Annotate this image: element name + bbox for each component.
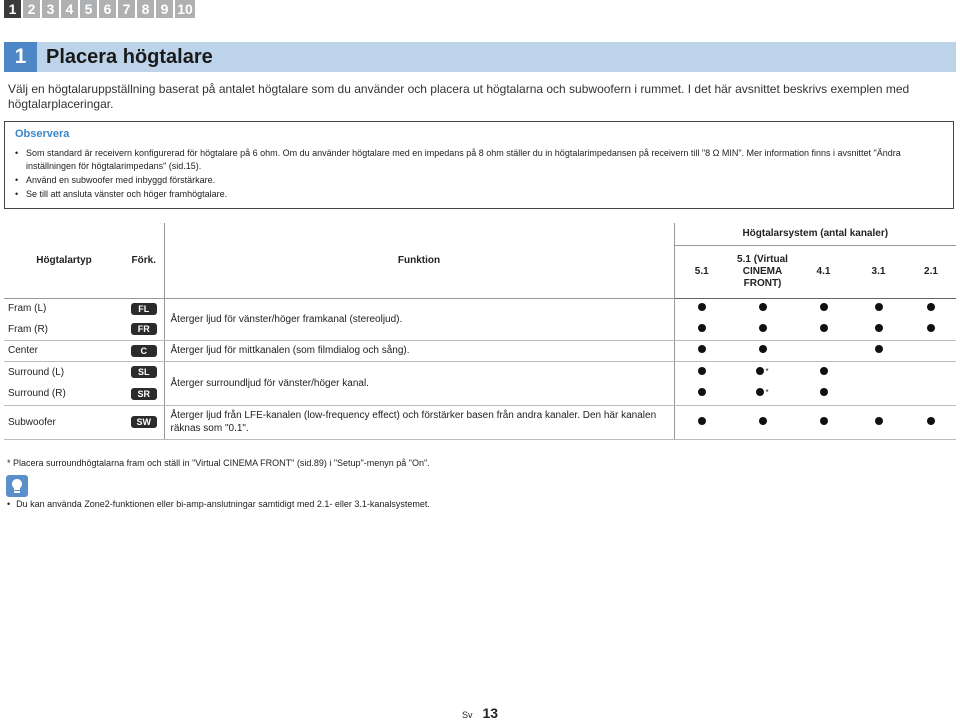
dot-icon <box>875 324 883 332</box>
step-tab-6[interactable]: 6 <box>99 0 116 18</box>
note-item: • Använd en subwoofer med inbyggd förstärkare. <box>15 174 943 187</box>
header-system-2-1: 2.1 <box>906 245 956 298</box>
header-speaker-system: Högtalarsystem (antal kanaler) <box>674 223 956 245</box>
step-tab-7[interactable]: 7 <box>118 0 135 18</box>
dot-icon <box>759 324 767 332</box>
step-tab-10[interactable]: 10 <box>175 0 195 18</box>
dot-icon <box>927 324 935 332</box>
dot-icon <box>820 324 828 332</box>
sl-badge: SL <box>131 366 157 378</box>
note-box <box>4 121 954 209</box>
dot-icon <box>698 417 706 425</box>
fl-badge: FL <box>131 303 157 315</box>
dot-icon <box>698 345 706 353</box>
dot-icon <box>875 303 883 311</box>
section-number: 1 <box>4 42 37 72</box>
page-footer <box>462 705 498 721</box>
table-row <box>4 298 956 319</box>
lightbulb-icon <box>6 475 28 502</box>
page-number: 13 <box>482 705 499 721</box>
step-tab-8[interactable]: 8 <box>137 0 154 18</box>
c-badge: C <box>131 345 157 357</box>
header-system-3-1: 3.1 <box>851 245 906 298</box>
sr-badge: SR <box>131 388 157 400</box>
dot-icon <box>759 417 767 425</box>
speaker-type: Subwoofer <box>4 405 124 439</box>
intro-text: Välj en högtalaruppställning baserat på antalet högtalare som du använder och placera ut högtalarna och subwoofern i rummet. I det här avsnittet beskrivs exemplen med högtalarplaceringar. <box>8 82 910 111</box>
step-tab-4[interactable]: 4 <box>61 0 78 18</box>
dot-icon <box>927 303 935 311</box>
header-abbreviation: Förk. <box>124 223 164 298</box>
table-row <box>4 340 956 361</box>
dot-icon <box>820 417 828 425</box>
footer-lang: Sv <box>462 710 473 720</box>
header-system-5-1: 5.1 <box>674 245 729 298</box>
fr-badge: FR <box>131 323 157 335</box>
dot-icon <box>759 345 767 353</box>
header-speaker-type: Högtalartyp <box>4 223 124 298</box>
sw-badge: SW <box>131 416 157 428</box>
dot-icon <box>756 388 764 396</box>
dot-icon <box>820 303 828 311</box>
dot-icon <box>698 367 706 375</box>
step-navigation <box>4 0 195 18</box>
table-row <box>4 361 956 383</box>
header-system-4-1: 4.1 <box>796 245 851 298</box>
note-item: • Som standard är receivern konfigurerad för högtalare på 6 ohm. Om du använder högtalare med en impedans på 8 ohm ställer du in högtalarimpedansen på receivern till "8 Ω MIN". Mer information finns i avsnittet "Ändra inställningen för högtalarimpedans" (sid.15). <box>15 147 943 172</box>
note-title: Observera <box>15 128 70 140</box>
speaker-type: Fram (L) <box>8 303 47 315</box>
note-item: • Se till att ansluta vänster och höger framhögtalare. <box>15 188 943 201</box>
table-row <box>4 405 956 439</box>
speaker-type: Fram (R) <box>4 319 124 340</box>
asterisk: * <box>765 366 769 376</box>
tip-item: • Du kan använda Zone2-funktionen eller bi-amp-anslutningar samtidigt med 2.1- eller 3.1-kanalsystemet. <box>7 499 430 509</box>
tip-text: Du kan använda Zone2-funktionen eller bi-amp-anslutningar samtidigt med 2.1- eller 3.1-kanalsystemet. <box>16 499 430 509</box>
step-tab-2[interactable]: 2 <box>23 0 40 18</box>
dot-icon <box>698 388 706 396</box>
header-function: Funktion <box>164 223 674 298</box>
dot-icon <box>875 345 883 353</box>
asterisk: * <box>765 388 769 398</box>
speaker-table <box>4 223 956 440</box>
footnote: * Placera surroundhögtalarna fram och ställ in "Virtual CINEMA FRONT" (sid.89) i "Setup"-menyn på "On". <box>7 458 430 468</box>
section-title: Placera högtalare <box>46 46 213 68</box>
speaker-type: Surround (L) <box>8 366 65 378</box>
dot-icon <box>698 303 706 311</box>
dot-icon <box>820 388 828 396</box>
dot-icon <box>698 324 706 332</box>
dot-icon <box>820 367 828 375</box>
step-tab-1[interactable]: 1 <box>4 0 21 18</box>
step-tab-3[interactable]: 3 <box>42 0 59 18</box>
function-text: Återger ljud för vänster/höger framkanal (stereoljud). <box>164 298 674 340</box>
dot-icon <box>756 367 764 375</box>
function-text: Återger ljud från LFE-kanalen (low-frequency effect) och förstärker basen från andra kanaler. Den här kanalen räknas som "0.1". <box>164 405 674 439</box>
header-system-5-1-vcf: 5.1 (Virtual CINEMA FRONT) <box>729 245 796 298</box>
section-title-bar <box>4 42 956 72</box>
function-text: Återger surroundljud för vänster/höger kanal. <box>164 361 674 405</box>
dot-icon <box>927 417 935 425</box>
dot-icon <box>875 417 883 425</box>
step-tab-5[interactable]: 5 <box>80 0 97 18</box>
function-text: Återger ljud för mittkanalen (som filmdialog och sång). <box>164 340 674 361</box>
dot-icon <box>759 303 767 311</box>
speaker-type: Center <box>4 340 124 361</box>
step-tab-9[interactable]: 9 <box>156 0 173 18</box>
note-list <box>15 147 943 202</box>
speaker-type: Surround (R) <box>4 383 124 405</box>
